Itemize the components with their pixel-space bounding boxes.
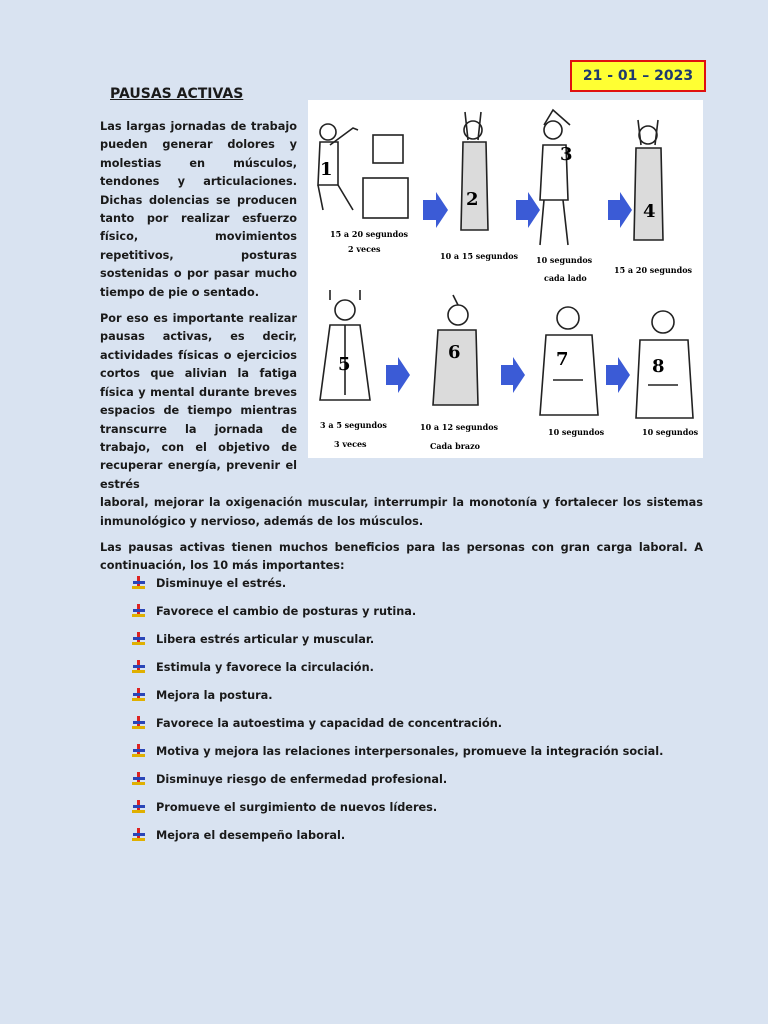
step-number-2: 2 <box>466 189 479 210</box>
step-caption-2: 10 a 15 segundos <box>440 251 519 261</box>
step-caption-3b: cada lado <box>544 273 587 283</box>
list-item: Disminuye el estrés. <box>132 569 663 597</box>
step-number-4: 4 <box>643 201 656 222</box>
bullet-icon <box>132 800 146 814</box>
step-number-3: 3 <box>560 144 573 165</box>
step-caption-3: 10 segundos <box>536 255 593 265</box>
benefits-list <box>132 569 663 849</box>
bullet-icon <box>132 604 146 618</box>
second-paragraph-part1: Por eso es importante realizar pausas activas, es decir, actividades físicas o ejercicios cortos que alivian la fatiga física y mental durante breves espacios de tiempo mientras transcurre la jornada de trabajo, con el objetivo de recuperar energía, prevenir el estrés <box>100 312 297 491</box>
list-item: Favorece el cambio de posturas y rutina. <box>132 597 663 625</box>
step-number-1: 1 <box>320 159 333 180</box>
list-item: Estimula y favorece la circulación. <box>132 653 663 681</box>
bullet-icon <box>132 632 146 646</box>
bullet-icon <box>132 688 146 702</box>
second-paragraph-part2: laboral, mejorar la oxigenación muscular, interrumpir la monotonía y fortalecer los sistemas inmunológico y nervioso, además de los músculos. <box>100 496 703 528</box>
body-text <box>100 118 703 584</box>
step-caption-1: 15 a 20 segundos <box>330 229 409 239</box>
step-caption-5: 3 a 5 segundos <box>320 420 387 430</box>
step-caption-8: 10 segundos <box>642 427 699 437</box>
step-caption-5b: 3 veces <box>334 439 367 449</box>
step-caption-6b: Cada brazo <box>430 441 480 451</box>
list-item: Mejora el desempeño laboral. <box>132 821 663 849</box>
list-item: Motiva y mejora las relaciones interpersonales, promueve la integración social. <box>132 737 663 765</box>
step-number-5: 5 <box>338 354 351 375</box>
step-caption-4: 15 a 20 segundos <box>614 265 693 275</box>
third-paragraph: Las pausas activas tienen muchos beneficios para las personas con gran carga laboral. A continuación, los 10 más importantes: <box>100 540 703 573</box>
bullet-icon <box>132 772 146 786</box>
list-item: Favorece la autoestima y capacidad de concentración. <box>132 709 663 737</box>
step-number-8: 8 <box>652 356 665 377</box>
date-text: 21 - 01 – 2023 <box>582 68 694 84</box>
list-item: Mejora la postura. <box>132 681 663 709</box>
step-caption-1b: 2 veces <box>348 244 381 254</box>
bullet-icon <box>132 660 146 674</box>
page-title: PAUSAS ACTIVAS <box>110 86 244 102</box>
step-number-7: 7 <box>556 349 569 370</box>
bullet-icon <box>132 576 146 590</box>
step-caption-6: 10 a 12 segundos <box>420 422 499 432</box>
list-item: Disminuye riesgo de enfermedad profesional. <box>132 765 663 793</box>
bullet-icon <box>132 828 146 842</box>
list-item: Promueve el surgimiento de nuevos líderes. <box>132 793 663 821</box>
bullet-icon <box>132 716 146 730</box>
step-number-6: 6 <box>448 342 461 363</box>
intro-paragraph: Las largas jornadas de trabajo pueden generar dolores y molestias en músculos, tendones y articulaciones. Dichas dolencias se producen tanto por realizar esfuerzo físico, movimientos repetitivos, posturas sostenidas o por pasar mucho tiempo de pie o sentado. <box>100 120 297 299</box>
list-item: Libera estrés articular y muscular. <box>132 625 663 653</box>
date-badge <box>570 60 706 92</box>
step-caption-7: 10 segundos <box>548 427 605 437</box>
bullet-icon <box>132 744 146 758</box>
